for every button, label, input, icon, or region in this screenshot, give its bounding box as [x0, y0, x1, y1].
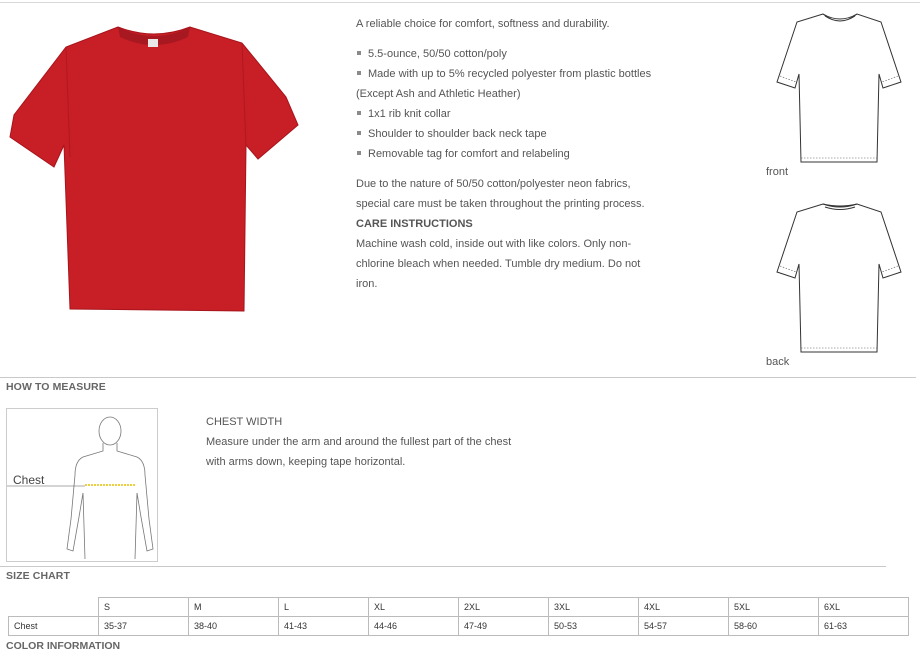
top-divider	[0, 2, 920, 3]
bullet-icon	[357, 51, 361, 55]
feature-item: 5.5-ounce, 50/50 cotton/poly	[356, 44, 666, 64]
product-image	[6, 17, 302, 313]
measure-instructions	[206, 412, 536, 472]
chest-value-cell: 54-57	[639, 617, 729, 636]
care-line: iron.	[356, 278, 378, 290]
chest-figure-label: Chest	[13, 473, 45, 487]
chest-row	[9, 617, 909, 636]
note-line: Due to the nature of 50/50 cotton/polyester neon fabrics,	[356, 178, 631, 190]
front-sketch	[775, 10, 905, 166]
intro-text: A reliable choice for comfort, softness and durability.	[356, 18, 610, 30]
size-header-cell: 6XL	[819, 598, 909, 617]
size-chart-table	[8, 597, 909, 636]
bullet-icon	[357, 131, 361, 135]
size-header-cell: M	[189, 598, 279, 617]
back-label: back	[766, 356, 790, 368]
chest-value-cell: 47-49	[459, 617, 549, 636]
feature-list	[356, 44, 666, 164]
chest-value-cell: 41-43	[279, 617, 369, 636]
measure-figure	[6, 408, 158, 562]
feature-item: 1x1 rib knit collar	[356, 104, 666, 124]
care-heading: CARE INSTRUCTIONS	[356, 218, 473, 230]
size-header-cell: S	[99, 598, 189, 617]
feature-item: Shoulder to shoulder back neck tape	[356, 124, 666, 144]
chest-value-cell: 58-60	[729, 617, 819, 636]
feature-item: Made with up to 5% recycled polyester from plastic bottles	[356, 64, 666, 84]
how-to-measure-heading: HOW TO MEASURE	[6, 381, 106, 393]
size-header-cell: 4XL	[639, 598, 729, 617]
section-divider	[0, 566, 886, 567]
product-description	[356, 14, 666, 294]
chest-value-cell: 35-37	[99, 617, 189, 636]
size-header-cell: 3XL	[549, 598, 639, 617]
chest-width-title: CHEST WIDTH	[206, 416, 283, 428]
care-line: chlorine bleach when needed. Tumble dry medium. Do not	[356, 258, 641, 270]
size-header-cell: L	[279, 598, 369, 617]
size-header-row	[9, 598, 909, 617]
size-header-cell: XL	[369, 598, 459, 617]
bullet-icon	[357, 111, 361, 115]
measure-line: with arms down, keeping tape horizontal.	[206, 456, 406, 468]
shirt-body	[10, 27, 298, 311]
chest-value-cell: 44-46	[369, 617, 459, 636]
bullet-icon	[357, 71, 361, 75]
row-label: Chest	[9, 617, 99, 636]
note-line: special care must be taken throughout the printing process.	[356, 198, 645, 210]
front-label: front	[766, 166, 789, 178]
chest-value-cell: 38-40	[189, 617, 279, 636]
feature-item: Removable tag for comfort and relabeling	[356, 144, 666, 164]
size-header-cell: 2XL	[459, 598, 549, 617]
bullet-icon	[357, 151, 361, 155]
care-line: Machine wash cold, inside out with like colors. Only non-	[356, 238, 632, 250]
feature-item-continuation: (Except Ash and Athletic Heather)	[356, 88, 521, 100]
size-chart-heading: SIZE CHART	[6, 570, 70, 582]
chest-value-cell: 61-63	[819, 617, 909, 636]
size-header-cell: 5XL	[729, 598, 819, 617]
color-information-heading: COLOR INFORMATION	[6, 640, 121, 652]
section-divider	[0, 377, 916, 378]
back-sketch	[775, 200, 905, 356]
measure-line: Measure under the arm and around the fullest part of the chest	[206, 436, 512, 448]
chest-value-cell: 50-53	[549, 617, 639, 636]
empty-cell	[9, 598, 99, 617]
